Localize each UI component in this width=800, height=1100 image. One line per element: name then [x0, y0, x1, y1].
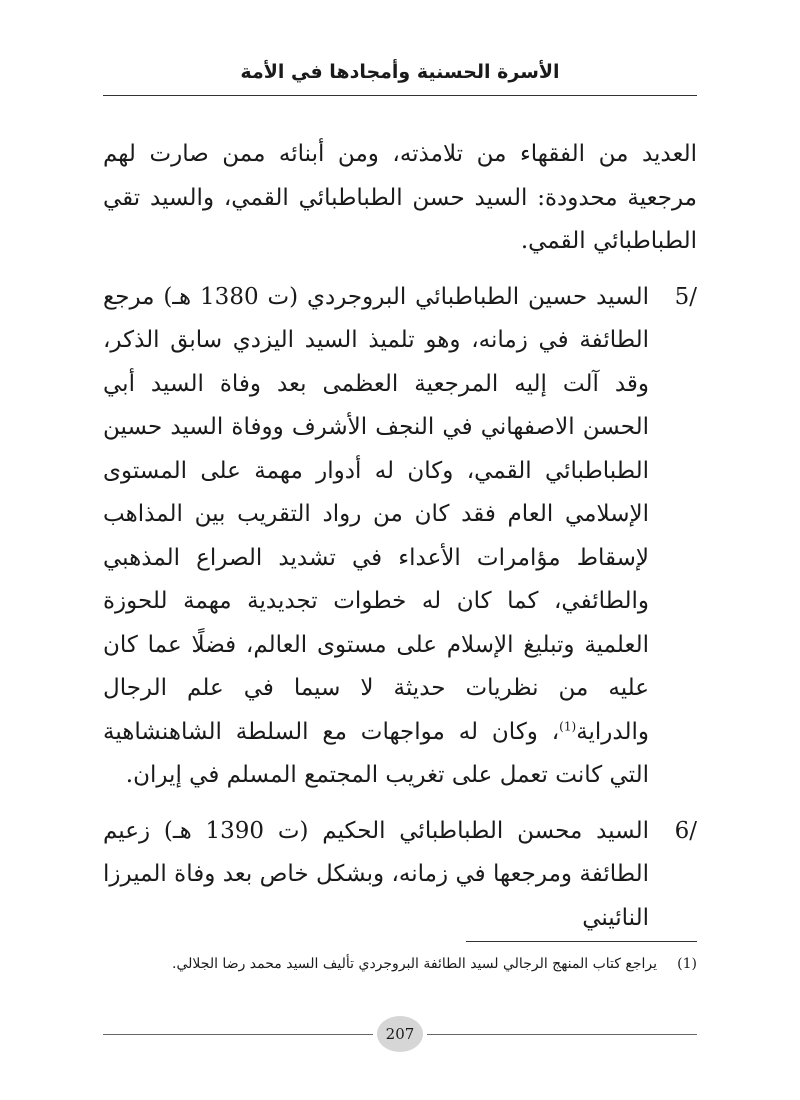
- footer-rule-right: [427, 1034, 697, 1035]
- footer-rule-left: [103, 1034, 373, 1035]
- header-divider: [103, 95, 697, 96]
- continuation-paragraph: العديد من الفقهاء من تلامذته، ومن أبنائه ممن صارت لهم مرجعية محدودة: السيد حسن الطباطبائي القمي، والسيد تقي الطباطبائي القمي.: [103, 141, 697, 254]
- list-item-5: [103, 276, 697, 798]
- footnote-text: يراجع كتاب المنهج الرجالي لسيد الطائفة البروجردي تأليف السيد محمد رضا الجلالي.: [172, 956, 657, 972]
- footnote-number: (1): [677, 956, 697, 972]
- main-text: [103, 133, 697, 952]
- footnote-reference[interactable]: (1): [559, 718, 577, 733]
- list-item-text-part: السيد حسين الطباطبائي البروجردي (ت 1380 هـ) مرجع الطائفة في زمانه، وهو تلميذ السيد اليزدي سابق الذكر، وقد آلت إليه المرجعية العظمى بعد وفاة السيد أبي الحسن الاصفهاني في النجف الأشرف ووفاة السيد حسين الطباطبائي القمي، وكان له أدوار مهمة على المستوى الإسلامي العام فقد كان من رواد التقريب بين المذاهب لإسقاط مؤامرات الأعداء في تشديد الصراع المذهبي والطائفي، كما كان له خطوات تجديدية مهمة للحوزة العلمية وتبليغ الإسلام على مستوى العالم، فضلًا عما كان عليه من نظريات حديثة لا سيما في علم الرجال والدراية: [103, 283, 649, 745]
- list-item-text: السيد محسن الطباطبائي الحكيم (ت 1390 هـ) زعيم الطائفة ومرجعها في زمانه، وبشكل خاص بعد وفاة الميرزا النائيني: [103, 817, 649, 931]
- list-item-text: [103, 276, 649, 798]
- list-item-6: [103, 810, 697, 941]
- list-item-text-part: ، وكان له مواجهات مع السلطة الشاهنشاهية التي كانت تعمل على تغريب المجتمع المسلم في إيران.: [103, 718, 649, 788]
- footnote-divider: [466, 941, 697, 942]
- footnote: [103, 953, 697, 975]
- page-number: 207: [377, 1016, 423, 1052]
- list-item-number: 5/: [674, 283, 697, 310]
- list-item-number: 6/: [674, 817, 697, 844]
- running-header: الأسرة الحسنية وأمجادها في الأمة: [240, 61, 560, 83]
